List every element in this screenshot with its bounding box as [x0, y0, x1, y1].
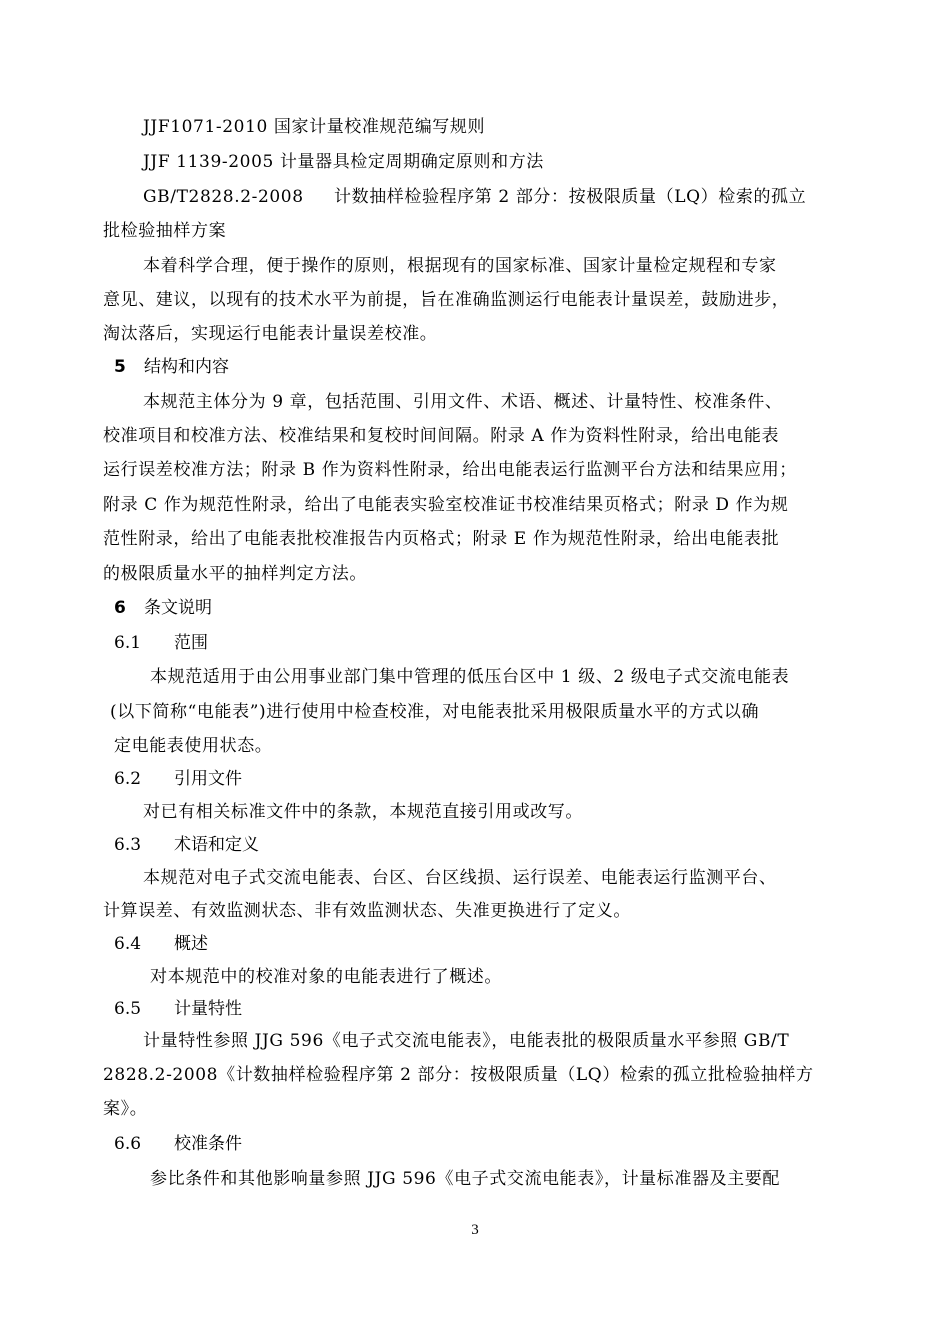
body-line: 本规范对电子式交流电能表、台区、台区线损、运行误差、电能表运行监测平台、	[143, 868, 777, 888]
body-line: 校准项目和校准方法、校准结果和复校时间间隔。附录 A 作为资料性附录，给出电能表	[103, 426, 780, 446]
subsection-number: 6.3	[114, 835, 142, 855]
subsection-heading	[114, 997, 242, 1021]
subsection-heading	[114, 631, 208, 655]
body-line: 参比条件和其他影响量参照 JJG 596《电子式交流电能表》，计量标准器及主要配	[150, 1169, 780, 1189]
reference-line: JJF 1139-2005 计量器具检定周期确定原则和方法	[143, 152, 544, 172]
subsection-number: 6.1	[114, 633, 142, 653]
subsection-title: 校准条件	[174, 1134, 242, 1154]
page-number: 3	[471, 1222, 479, 1238]
body-line: (以下简称“电能表”)进行使用中检查校准，对电能表批采用极限质量水平的方式以确	[110, 702, 760, 722]
principle-line: 本着科学合理，便于操作的原则，根据现有的国家标准、国家计量检定规程和专家	[143, 256, 777, 276]
body-line: 运行误差校准方法；附录 B 作为资料性附录，给出电能表运行监测平台方法和结果应用；	[103, 460, 797, 480]
subsection-heading	[114, 932, 208, 956]
subsection-heading	[114, 833, 259, 857]
section-title: 结构和内容	[144, 357, 229, 377]
body-line: 范性附录，给出了电能表批校准报告内页格式；附录 E 作为规范性附录，给出电能表批	[103, 529, 780, 549]
body-line: 计算误差、有效监测状态、非有效监测状态、失准更换进行了定义。	[103, 901, 631, 921]
subsection-title: 范围	[174, 633, 208, 653]
subsection-title: 术语和定义	[174, 835, 259, 855]
section-heading	[114, 355, 229, 379]
principle-line: 意见、建议，以现有的技术水平为前提，旨在准确监测运行电能表计量误差，鼓励进步，	[103, 290, 790, 310]
reference-line: JJF1071-2010 国家计量校准规范编写规则	[143, 117, 486, 137]
subsection-number: 6.4	[114, 934, 142, 954]
subsection-number: 6.5	[114, 999, 142, 1019]
body-line: 对本规范中的校准对象的电能表进行了概述。	[150, 967, 502, 987]
body-line: 本规范适用于由公用事业部门集中管理的低压台区中 1 级、2 级电子式交流电能表	[150, 667, 790, 687]
reference-title: 计数抽样检验程序第 2 部分：按极限质量（LQ）检索的孤立	[334, 187, 807, 207]
body-line: 的极限质量水平的抽样判定方法。	[103, 564, 367, 584]
section-title: 条文说明	[144, 598, 212, 618]
reference-code: GB/T2828.2-2008	[143, 187, 304, 207]
section-heading	[114, 596, 212, 620]
principle-line: 淘汰落后，实现运行电能表计量误差校准。	[103, 324, 438, 344]
subsection-heading	[114, 1132, 242, 1156]
body-line: 附录 C 作为规范性附录，给出了电能表实验室校准证书校准结果页格式；附录 D 作为规	[103, 495, 789, 515]
subsection-number: 6.6	[114, 1134, 142, 1154]
section-number: 6	[114, 598, 126, 618]
body-line: 定电能表使用状态。	[114, 736, 273, 756]
section-number: 5	[114, 357, 126, 377]
body-line: 2828.2-2008《计数抽样检验程序第 2 部分：按极限质量（LQ）检索的孤立批检验抽样方	[103, 1065, 814, 1085]
body-line: 本规范主体分为 9 章，包括范围、引用文件、术语、概述、计量特性、校准条件、	[143, 392, 783, 412]
subsection-title: 概述	[174, 934, 208, 954]
subsection-title: 引用文件	[174, 769, 242, 789]
body-line: 案》。	[103, 1099, 148, 1119]
body-line: 计量特性参照 JJG 596《电子式交流电能表》，电能表批的极限质量水平参照 GB/T	[143, 1031, 790, 1051]
subsection-number: 6.2	[114, 769, 142, 789]
subsection-title: 计量特性	[174, 999, 242, 1019]
subsection-heading	[114, 767, 242, 791]
reference-title-cont: 批检验抽样方案	[103, 221, 227, 241]
body-line: 对已有相关标准文件中的条款，本规范直接引用或改写。	[143, 802, 583, 822]
